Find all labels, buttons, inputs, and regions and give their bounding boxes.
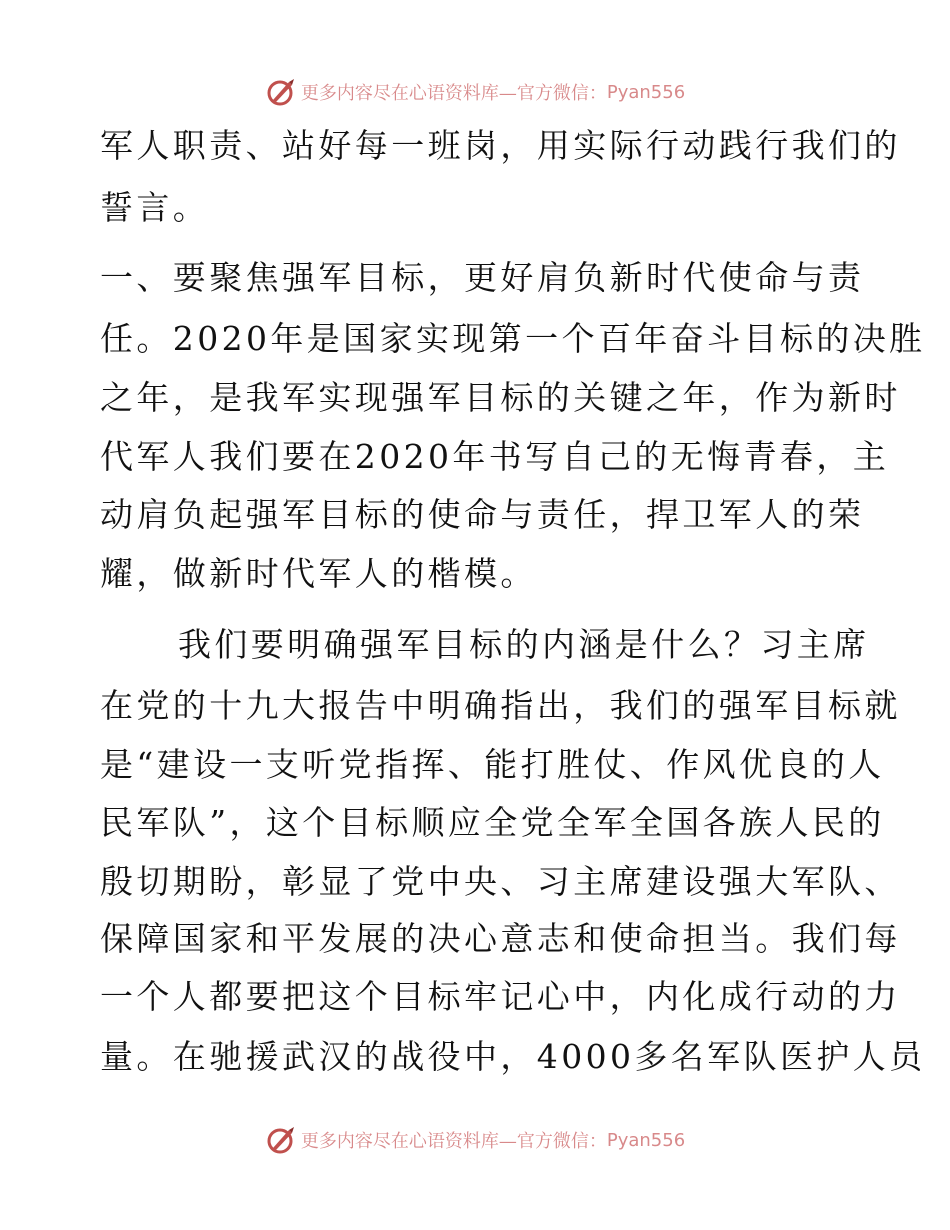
watermark-wechat-id: Pyan556 (606, 1129, 686, 1151)
body-line: 一个人都要把这个目标牢记心中，内化成行动的力 (100, 977, 901, 1016)
watermark-wechat-id: Pyan556 (606, 81, 686, 103)
body-line: 量。在驰援武汉的战役中，4000多名军队医护人员 (100, 1037, 926, 1076)
quill-logo-icon (265, 1124, 297, 1156)
body-line: 耀，做新时代军人的楷模。 (100, 554, 537, 593)
body-line: 军人职责、站好每一班岗，用实际行动践行我们的 (100, 126, 901, 165)
body-line: 殷切期盼，彰显了党中央、习主席建设强大军队、 (100, 862, 901, 901)
footer-watermark (0, 1120, 950, 1160)
paragraph-first-line: 我们要明确强军目标的内涵是什么？习主席 (178, 625, 870, 664)
watermark-text: 更多内容尽在心语资料库—官方微信： (300, 1131, 607, 1152)
body-line: 在党的十九大报告中明确指出，我们的强军目标就 (100, 686, 901, 725)
body-line: 保障国家和平发展的决心意志和使命担当。我们每 (100, 919, 901, 958)
watermark-text: 更多内容尽在心语资料库—官方微信： (300, 83, 607, 104)
body-line: 代军人我们要在2020年书写自己的无悔青春，主 (100, 437, 890, 476)
body-line: 任。2020年是国家实现第一个百年奋斗目标的决胜 (100, 319, 926, 358)
body-line: 誓言。 (100, 188, 210, 227)
section-heading: 一、要聚焦强军目标，更好肩负新时代使命与责 (100, 258, 865, 297)
body-line: 之年，是我军实现强军目标的关键之年，作为新时 (100, 378, 901, 417)
body-line: 是“建设一支听党指挥、能打胜仗、作风优良的人 (100, 745, 885, 784)
body-line: 民军队”，这个目标顺应全党全军全国各族人民的 (100, 803, 885, 842)
body-line: 动肩负起强军目标的使命与责任，捍卫军人的荣 (100, 495, 865, 534)
